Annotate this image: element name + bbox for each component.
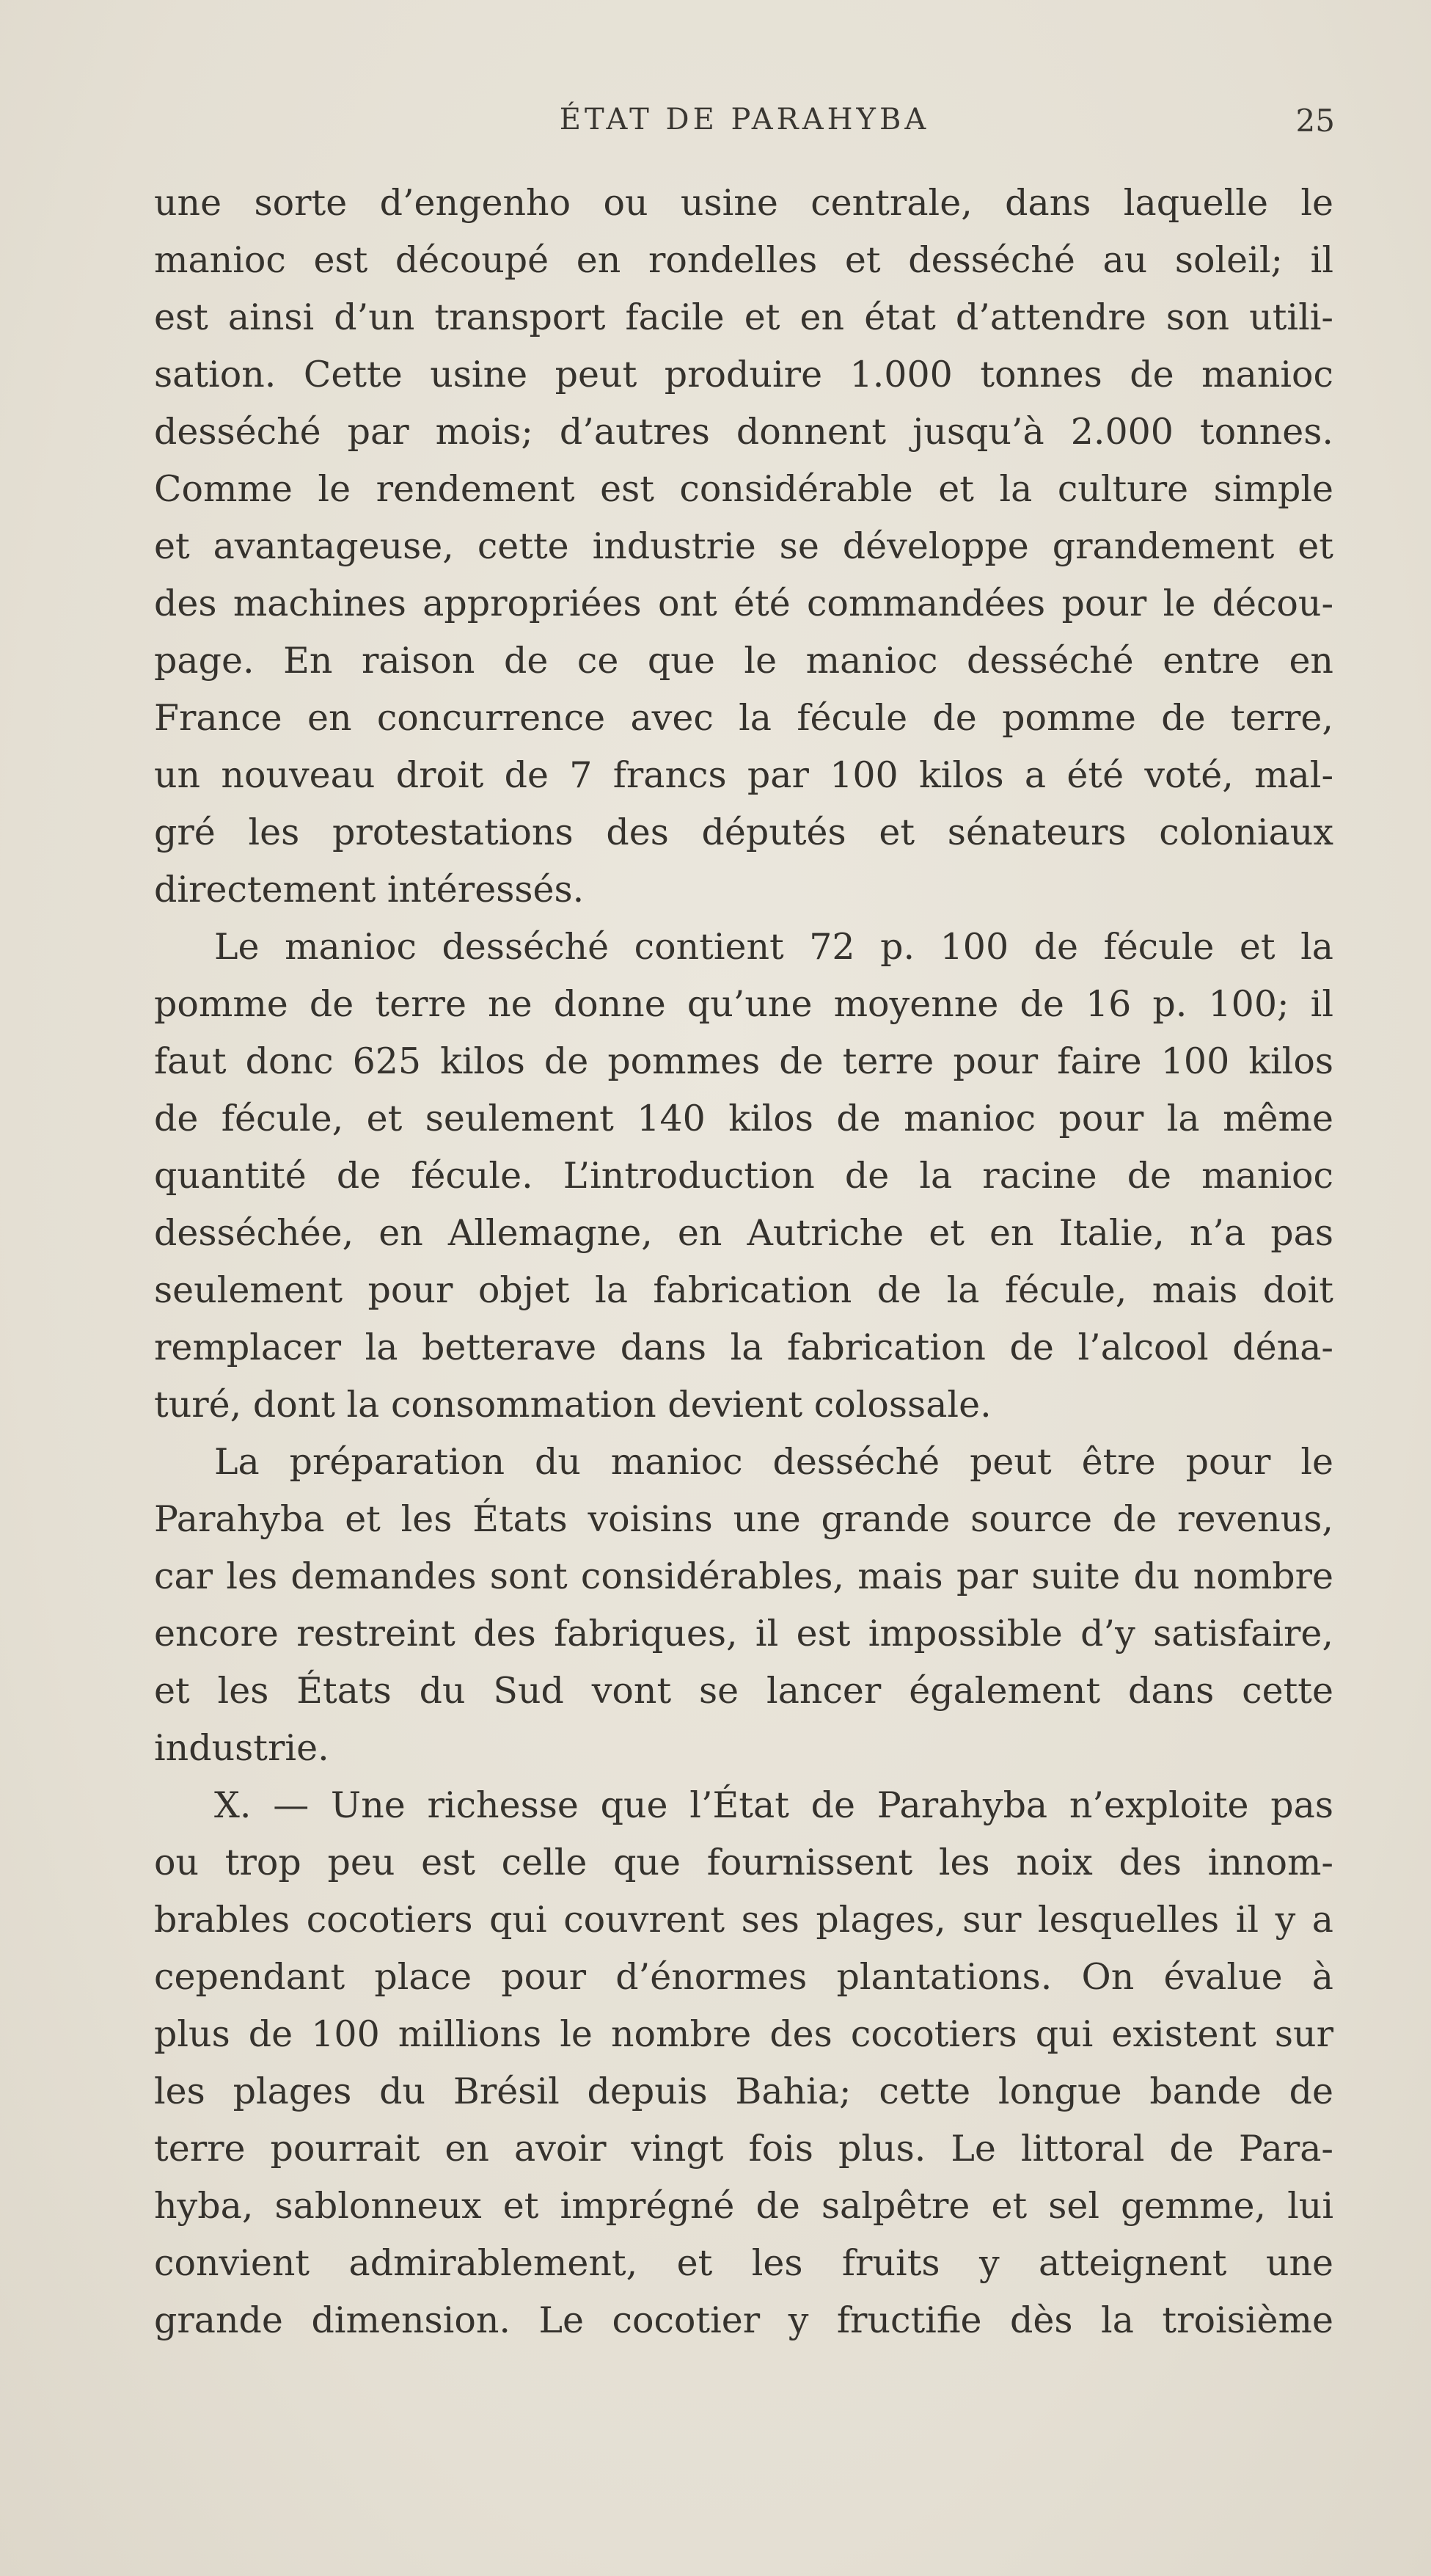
text-line: quantité de fécule. L’introduction de la racine de manioc	[154, 1155, 1333, 1197]
paragraph-cocotiers	[154, 1777, 1333, 2349]
text-line: Le manioc desséché contient 72 p. 100 de fécule et la	[214, 926, 1333, 968]
text-line: hyba, sablonneux et imprégné de salpêtre et sel gemme, lui	[154, 2185, 1333, 2227]
page-number: 25	[1295, 103, 1335, 139]
paragraph-preparation	[154, 1434, 1333, 1777]
text-line: Comme le rendement est considérable et la culture simple	[154, 468, 1333, 510]
text-line: des machines appropriées ont été commandées pour le décou-	[154, 583, 1333, 624]
text-line: desséché par mois; d’autres donnent jusqu’à 2.000 tonnes.	[154, 411, 1333, 453]
text-line: seulement pour objet la fabrication de la fécule, mais doit	[154, 1269, 1333, 1311]
text-line: remplacer la betterave dans la fabrication de l’alcool déna-	[154, 1327, 1333, 1368]
text-line: Parahyba et les États voisins une grande source de revenus,	[154, 1498, 1333, 1540]
paragraph-manioc-usine	[154, 175, 1333, 919]
body-text	[154, 175, 1333, 2349]
text-line: pomme de terre ne donne qu’une moyenne de 16 p. 100; il	[154, 983, 1333, 1025]
text-line: est ainsi d’un transport facile et en état d’attendre son utili-	[154, 296, 1333, 338]
text-line: et avantageuse, cette industrie se développe grandement et	[154, 525, 1333, 567]
text-line: plus de 100 millions le nombre des cocotiers qui existent sur	[154, 2013, 1333, 2055]
text-line: sation. Cette usine peut produire 1.000 tonnes de manioc	[154, 354, 1333, 395]
text-line: desséchée, en Allemagne, en Autriche et en Italie, n’a pas	[154, 1212, 1333, 1254]
text-line: car les demandes sont considérables, mais par suite du nombre	[154, 1555, 1333, 1597]
text-line: encore restreint des fabriques, il est impossible d’y satisfaire,	[154, 1613, 1333, 1654]
page-header	[154, 103, 1335, 154]
text-line: un nouveau droit de 7 francs par 100 kilos a été voté, mal-	[154, 754, 1333, 796]
text-line: turé, dont la consommation devient colossale.	[154, 1384, 992, 1426]
text-line: et les États du Sud vont se lancer également dans cette	[154, 1670, 1333, 1712]
text-line: une sorte d’engenho ou usine centrale, dans laquelle le	[154, 182, 1333, 224]
text-line: terre pourrait en avoir vingt fois plus. Le littoral de Para-	[154, 2128, 1333, 2170]
text-line: convient admirablement, et les fruits y atteignent une	[154, 2242, 1333, 2284]
text-line: gré les protestations des députés et sénateurs coloniaux	[154, 811, 1333, 853]
text-line: de fécule, et seulement 140 kilos de manioc pour la même	[154, 1098, 1333, 1139]
text-line: manioc est découpé en rondelles et desséché au soleil; il	[154, 239, 1333, 281]
text-line: France en concurrence avec la fécule de pomme de terre,	[154, 697, 1333, 739]
text-line: brables cocotiers qui couvrent ses plages, sur lesquelles il y a	[154, 1899, 1333, 1941]
text-line: industrie.	[154, 1727, 329, 1769]
text-line: grande dimension. Le cocotier y fructifie dès la troisième	[154, 2299, 1333, 2341]
running-title: ÉTAT DE PARAHYBA	[559, 103, 930, 136]
text-line: X. — Une richesse que l’État de Parahyba n’exploite pas	[214, 1784, 1333, 1826]
paragraph-fecule	[154, 919, 1333, 1434]
text-line: faut donc 625 kilos de pommes de terre pour faire 100 kilos	[154, 1040, 1333, 1082]
text-line: les plages du Brésil depuis Bahia; cette longue bande de	[154, 2070, 1333, 2112]
text-line: directement intéressés.	[154, 869, 585, 911]
text-line: La préparation du manioc desséché peut être pour le	[214, 1441, 1333, 1483]
text-line: ou trop peu est celle que fournissent les noix des innom-	[154, 1842, 1333, 1883]
text-line: cependant place pour d’énormes plantations. On évalue à	[154, 1956, 1333, 1998]
text-line: page. En raison de ce que le manioc desséché entre en	[154, 640, 1333, 682]
